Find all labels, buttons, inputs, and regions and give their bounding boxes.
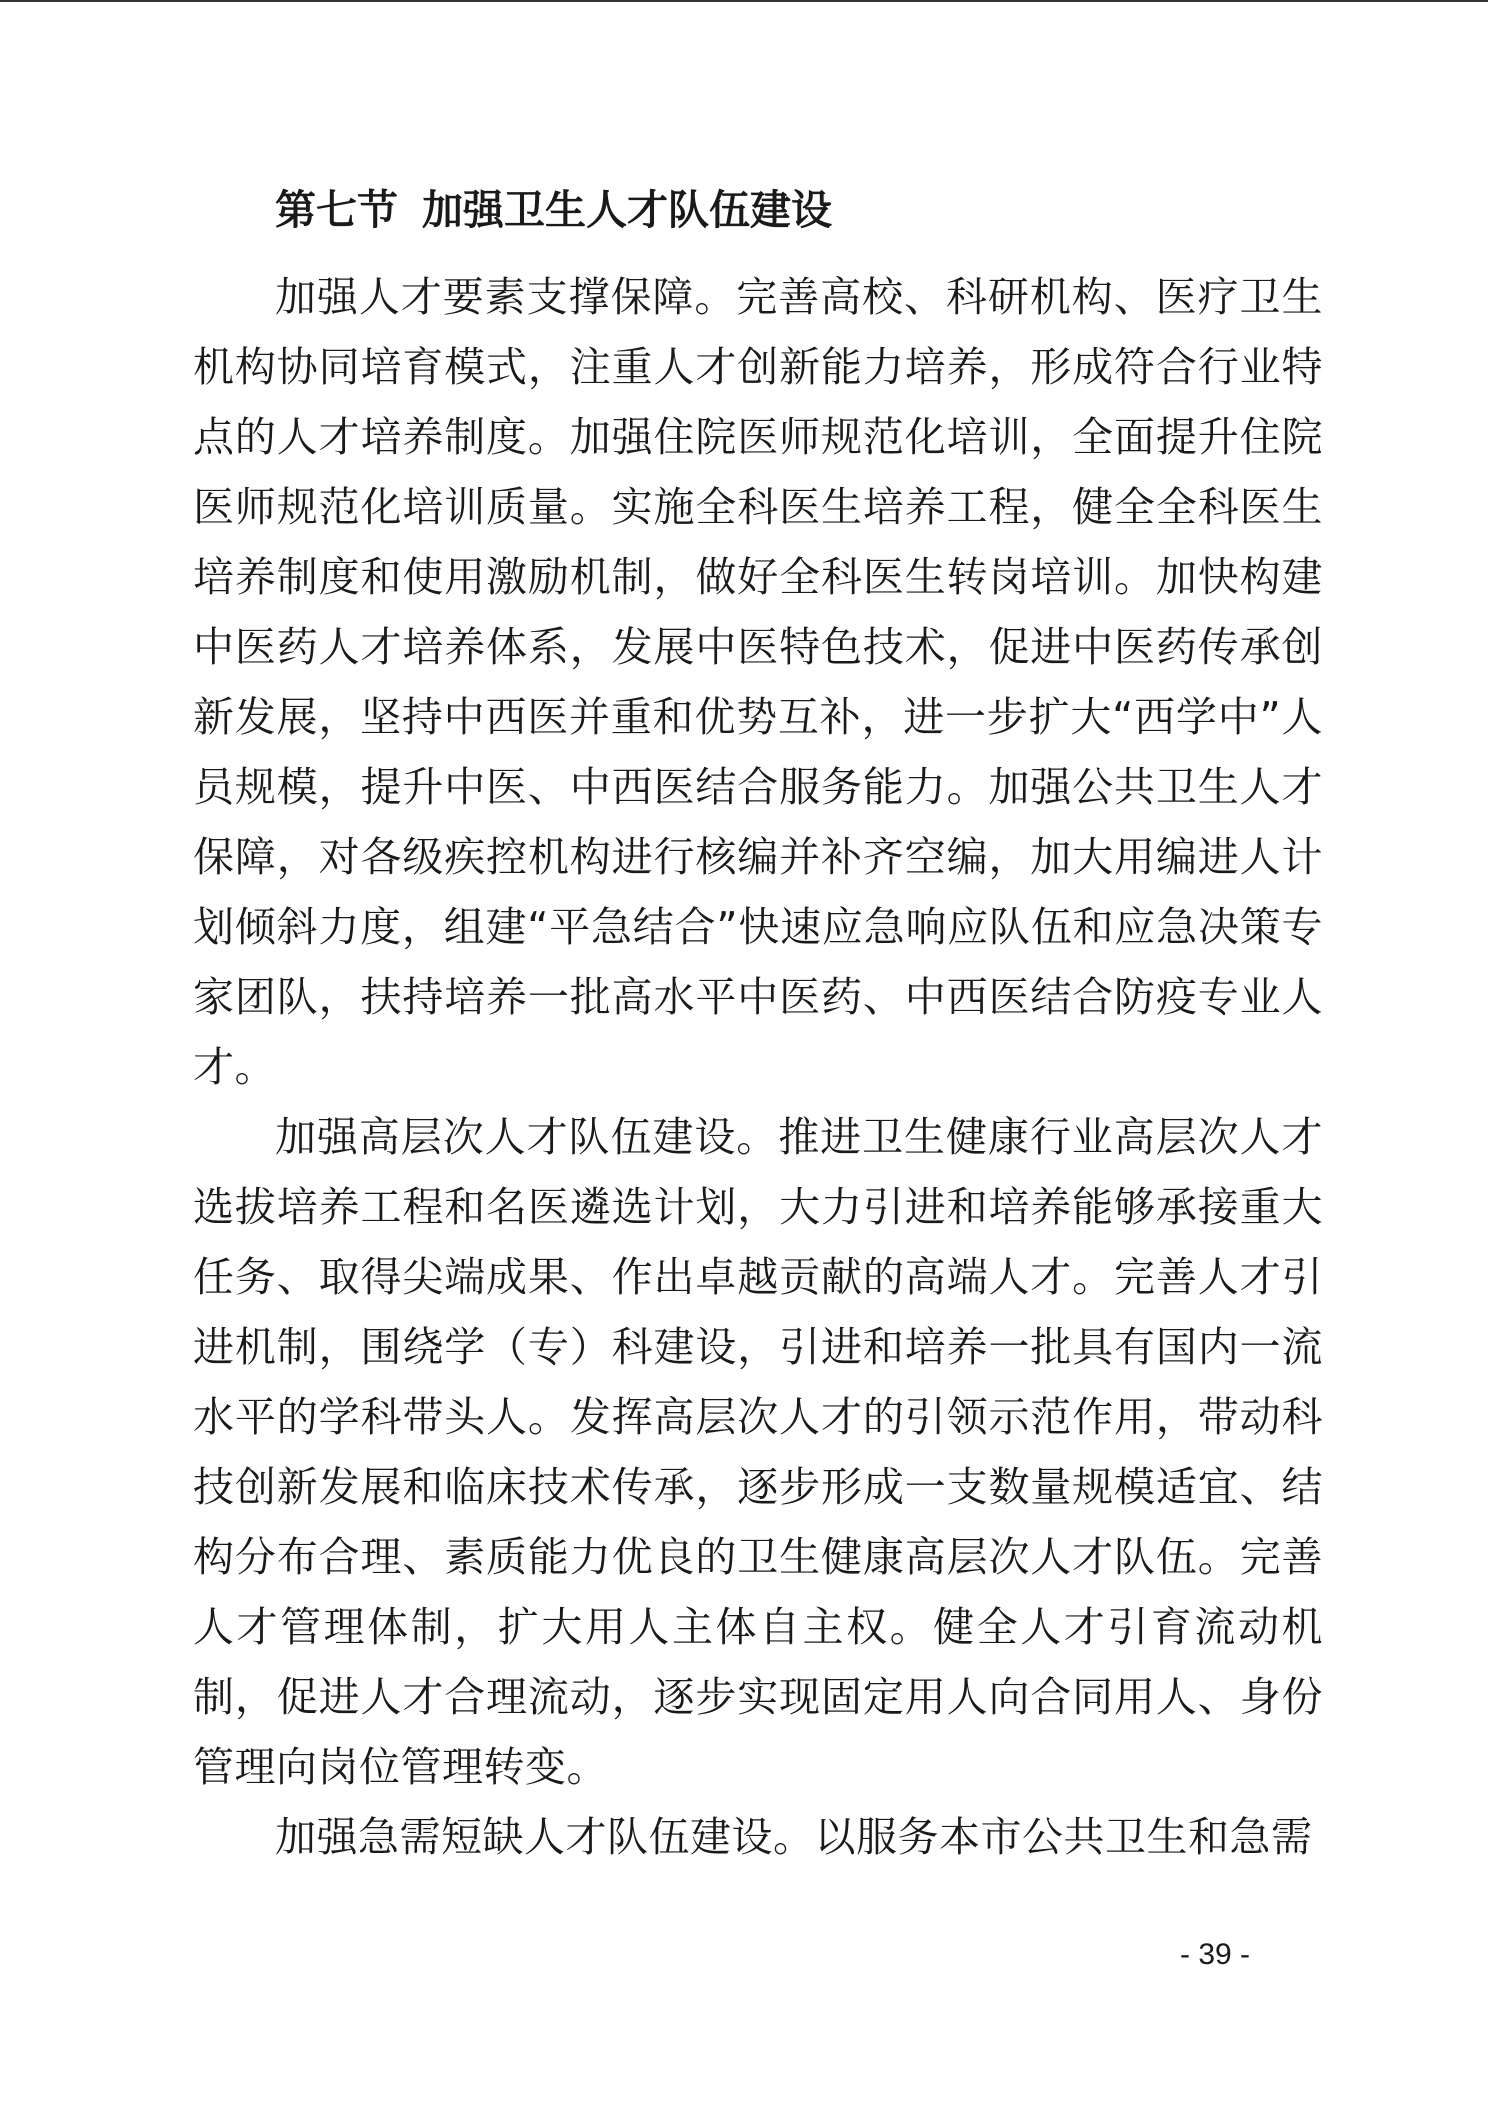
section-number: 第七节 [275, 186, 398, 234]
paragraph-talent-support: 加强人才要素支撑保障。完善高校、科研机构、医疗卫生机构协同培育模式，注重人才创新能力培养，形成符合行业特点的人才培养制度。加强住院医师规范化培训，全面提升住院医师规范化培训质量。实施全科医生培养工程，健全全科医生培养制度和使用激励机制，做好全科医生转岗培训。加快构建中医药人才培养体系，发展中医特色技术，促进中医药传承创新发展，坚持中西医并重和优势互补，进一步扩大“西学中”人员规模，提升中医、中西医结合服务能力。加强公共卫生人才保障，对各级疾控机构进行核编并补齐空编，加大用编进人计划倾斜力度，组建“平急结合”快速应急响应队伍和应急决策专家团队，扶持培养一批高水平中医药、中西医结合防疫专业人才。 [193, 273, 1323, 1091]
section-heading [193, 178, 1323, 242]
paragraph-high-level-talent: 加强高层次人才队伍建设。推进卫生健康行业高层次人才选拔培养工程和名医遴选计划，大力引进和培养能够承接重大任务、取得尖端成果、作出卓越贡献的高端人才。完善人才引进机制，围绕学（专）科建设，引进和培养一批具有国内一流水平的学科带头人。发挥高层次人才的引领示范作用，带动科技创新发展和临床技术传承，逐步形成一支数量规模适宜、结构分布合理、素质能力优良的卫生健康高层次人才队伍。完善人才管理体制，扩大用人主体自主权。健全人才引育流动机制，促进人才合理流动，逐步实现固定用人向合同用人、身份管理向岗位管理转变。 [193, 1113, 1323, 1791]
top-border-line [0, 0, 1488, 2]
page-number: - 39 - [1180, 1938, 1251, 1971]
section-title: 加强卫生人才队伍建设 [422, 186, 832, 234]
paragraph-shortage-talent: 加强急需短缺人才队伍建设。以服务本市公共卫生和急需 [275, 1813, 1313, 1861]
page-body [193, 178, 1323, 1872]
